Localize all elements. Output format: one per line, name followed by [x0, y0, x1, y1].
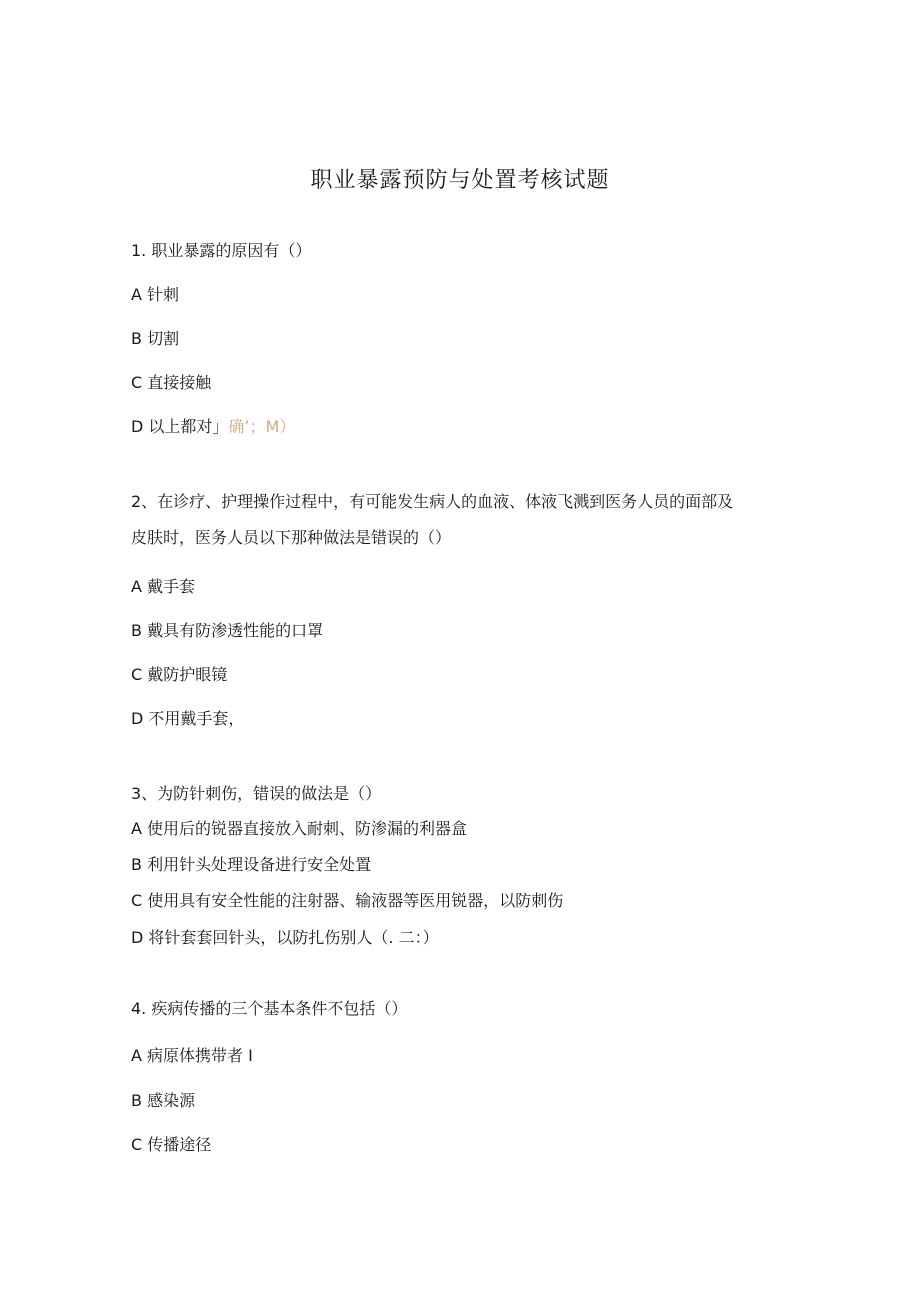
q3-option-b: B 利用针头处理设备进行安全处置 [131, 855, 372, 874]
q1-option-d [131, 416, 295, 438]
q2-stem-line2: 皮肤时，医务人员以下那种做法是错误的（） [131, 528, 452, 547]
q4-option-c: C 传播途径 [131, 1135, 212, 1154]
q3-option-c: C 使用具有安全性能的注射器、输液器等医用锐器，以防刺伤 [131, 891, 564, 910]
q1-answer-mark: 确’；M） [228, 417, 296, 436]
q3-option-d: D 将针套套回针头，以防扎伤别人（. 二：） [131, 928, 439, 947]
q1-option-b: B 切割 [131, 329, 180, 348]
q2-option-b: B 戴具有防渗透性能的口罩 [131, 621, 324, 640]
q4-stem: 4. 疾病传播的三个基本条件不包括（） [131, 999, 408, 1018]
q2-option-a: A 戴手套 [131, 577, 196, 596]
q1-option-d-text: D 以上都对」 [131, 417, 229, 436]
q1-option-c: C 直接接触 [131, 373, 212, 392]
q3-option-a: A 使用后的锐器直接放入耐刺、防渗漏的利器盒 [131, 819, 468, 838]
page-title: 职业暴露预防与处置考核试题 [310, 168, 610, 193]
q2-option-c: C 戴防护眼镜 [131, 665, 228, 684]
q1-stem: 1. 职业暴露的原因有（） [131, 241, 312, 260]
q3-stem: 3、为防针刺伤，错误的做法是（） [131, 784, 382, 803]
q2-stem-line1: 2、在诊疗、护理操作过程中，有可能发生病人的血液、体液飞溅到医务人员的面部及 [131, 492, 734, 511]
q1-option-a: A 针刺 [131, 285, 180, 304]
q2-option-d: D 不用戴手套， [131, 709, 245, 728]
q4-option-a: A 病原体携带者 I [131, 1046, 253, 1065]
q4-option-b: B 感染源 [131, 1091, 196, 1110]
